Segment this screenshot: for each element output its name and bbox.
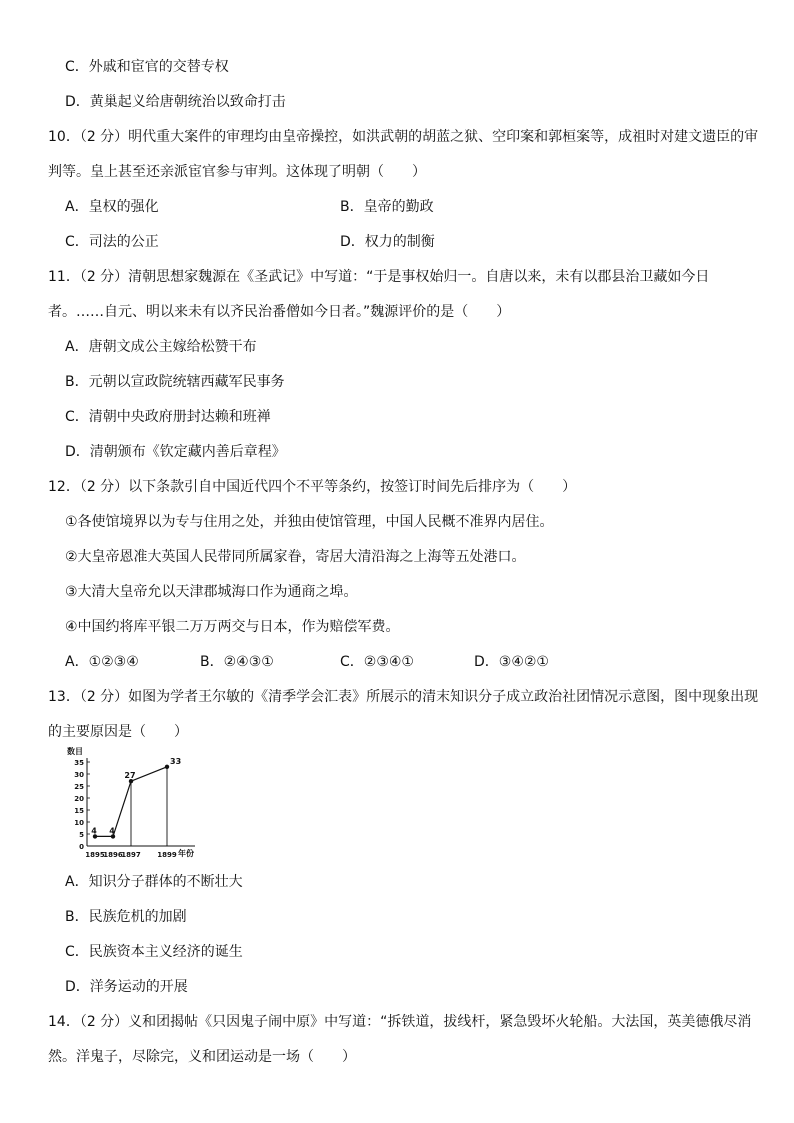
y-tick-label: 0 bbox=[79, 843, 84, 851]
y-tick-label: 10 bbox=[74, 819, 84, 827]
y-axis-label: 数目 bbox=[67, 747, 83, 756]
q10-option-a: A．皇权的强化 bbox=[65, 199, 159, 215]
y-tick-label: 35 bbox=[74, 759, 84, 767]
data-label: 27 bbox=[124, 771, 136, 781]
y-tick-label: 20 bbox=[74, 795, 84, 803]
q9-option-c: C．外戚和宦官的交替专权 bbox=[65, 59, 229, 75]
political-societies-chart bbox=[60, 744, 210, 862]
q13-option-a: A．知识分子群体的不断壮大 bbox=[65, 874, 243, 890]
q12-option-b: B．②④③① bbox=[200, 654, 274, 670]
q12-item-2: ②大皇帝恩准大英国人民带同所属家眷，寄居大清沿海之上海等五处港口。 bbox=[65, 549, 526, 565]
q12-item-4: ④中国约将库平银二万万两交与日本，作为赔偿军费。 bbox=[65, 619, 400, 635]
q12-option-a: A．①②③④ bbox=[65, 654, 139, 670]
q10-option-d: D．权力的制衡 bbox=[340, 234, 435, 250]
q11-option-c: C．清朝中央政府册封达赖和班禅 bbox=[65, 409, 271, 425]
q13-stem-line2: 的主要原因是（ ） bbox=[48, 724, 188, 740]
q12-item-3: ③大清大皇帝允以天津郡城海口作为通商之埠。 bbox=[65, 584, 358, 600]
q12-option-c: C．②③④① bbox=[340, 654, 414, 670]
data-label: 4 bbox=[91, 826, 97, 836]
q11-stem-line1: 11．（2 分）清朝思想家魏源在《圣武记》中写道：“于是事权始归一。自唐以来，未有以郡县治卫藏如今日 bbox=[48, 269, 710, 285]
data-point bbox=[165, 765, 169, 769]
q14-stem-line2: 然。洋鬼子，尽除完，义和团运动是一场（ ） bbox=[48, 1049, 356, 1065]
q11-option-b: B．元朝以宣政院统辖西藏军民事务 bbox=[65, 374, 285, 390]
q12-item-1: ①各使馆境界以为专与住用之处，并独由使馆管理，中国人民概不准界内居住。 bbox=[65, 514, 554, 530]
y-tick-label: 15 bbox=[74, 807, 84, 815]
q13-stem-line1: 13．（2 分）如图为学者王尔敏的《清季学会汇表》所展示的清末知识分子成立政治社团情况示意图，图中现象出现 bbox=[48, 689, 759, 705]
q10-option-c: C．司法的公正 bbox=[65, 234, 159, 250]
x-axis-label: 年份 bbox=[178, 849, 194, 858]
q14-stem-line1: 14．（2 分）义和团揭帖《只因鬼子闹中原》中写道：“拆铁道，拔线杆，紧急毁坏火轮船。大法国，英美德俄尽消 bbox=[48, 1014, 752, 1030]
q11-option-a: A．唐朝文成公主嫁给松赞干布 bbox=[65, 339, 257, 355]
q10-stem-line2: 判等。皇上甚至还亲派宦官参与审判。这体现了明朝（ ） bbox=[48, 164, 426, 180]
q13-option-b: B．民族危机的加剧 bbox=[65, 909, 187, 925]
x-tick-label: 1896 bbox=[103, 851, 123, 859]
q12-stem: 12．（2 分）以下条款引自中国近代四个不平等条约，按签订时间先后排序为（ ） bbox=[48, 479, 577, 495]
data-label: 33 bbox=[170, 756, 182, 766]
q12-option-d: D．③④②① bbox=[474, 654, 549, 670]
q13-option-c: C．民族资本主义经济的诞生 bbox=[65, 944, 243, 960]
q11-option-d: D．清朝颁布《钦定藏内善后章程》 bbox=[65, 444, 286, 460]
y-tick-label: 5 bbox=[79, 831, 84, 839]
y-tick-label: 30 bbox=[74, 771, 84, 779]
data-label: 4 bbox=[109, 826, 115, 836]
q10-stem-line1: 10．（2 分）明代重大案件的审理均由皇帝操控，如洪武朝的胡蓝之狱、空印案和郭桓案等，成祖时对建文遗臣的审 bbox=[48, 129, 759, 145]
q10-option-b: B．皇帝的勤政 bbox=[340, 199, 434, 215]
q11-stem-line2: 者。……自元、明以来未有以齐民治番僧如今日者。”魏源评价的是（ ） bbox=[48, 304, 511, 320]
x-tick-label: 1899 bbox=[157, 851, 177, 859]
y-tick-label: 25 bbox=[74, 783, 84, 791]
x-tick-label: 1895 bbox=[85, 851, 105, 859]
q13-option-d: D．洋务运动的开展 bbox=[65, 979, 188, 995]
x-tick-label: 1897 bbox=[121, 851, 141, 859]
q9-option-d: D．黄巢起义给唐朝统治以致命打击 bbox=[65, 94, 286, 110]
